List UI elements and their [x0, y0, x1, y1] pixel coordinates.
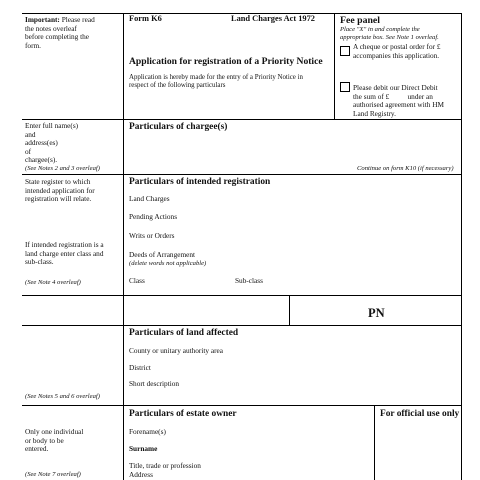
register-help-3: registration will relate.: [25, 194, 92, 204]
page-title: Application for registration of a Priority Notice: [129, 56, 323, 67]
chargee-help-1: Enter full name(s): [25, 121, 79, 130]
owner-note: (See Note 7 overleaf): [25, 471, 81, 478]
owner-surname-label: Surname: [129, 444, 158, 453]
important-label: Important:: [25, 15, 60, 24]
registration-deeds-note: (delete words not applicable): [129, 259, 207, 267]
official-use-title: For official use only: [380, 409, 460, 419]
chargee-note: (See Notes 2 and 3 overleaf): [25, 165, 100, 172]
class-help-3: sub-class.: [25, 257, 54, 267]
cheque-checkbox[interactable]: [340, 46, 350, 56]
divider-registration: [22, 295, 462, 296]
chargee-help-2: and: [25, 129, 36, 139]
class-note: (See Note 4 overleaf): [25, 279, 81, 286]
direct-debit-option-3: authorised agreement with HM: [353, 100, 444, 110]
registration-option-deeds: Deeds of Arrangement: [129, 250, 196, 259]
owner-title: Particulars of estate owner: [129, 409, 237, 419]
chargee-help-5: chargee(s).: [25, 155, 58, 165]
chargee-help-4: of: [25, 146, 32, 156]
intro-line-1: Application is hereby made for the entry of a Priority Notice in: [129, 74, 303, 81]
pn-divider: [289, 295, 290, 326]
right-border: [461, 13, 462, 480]
land-note: (See Notes 5 and 6 overleaf): [25, 393, 100, 400]
class-help-1: If intended registration is a: [25, 240, 104, 249]
owner-help-2: or body to be: [25, 435, 64, 445]
register-help-1: State register to which: [25, 177, 91, 186]
cheque-option-2: accompanies this application.: [353, 50, 440, 60]
intro-line-2: respect of the following particulars: [129, 82, 226, 89]
important-line-2: the notes overleaf: [25, 23, 77, 33]
chargee-title: Particulars of chargee(s): [129, 122, 228, 132]
pn-label: PN: [368, 306, 385, 320]
land-field-district: District: [129, 363, 151, 372]
register-help-2: intended application for: [25, 185, 95, 195]
fee-instructions-1: Place "X" in and complete the: [340, 26, 420, 33]
subclass-label: Sub-class: [235, 276, 263, 285]
owner-help-3: entered.: [25, 444, 49, 454]
important-line-3: before completing the: [25, 32, 90, 42]
owner-forename-label: Forename(s): [129, 427, 166, 436]
fee-panel-divider: [334, 13, 335, 120]
divider-chargee: [22, 174, 462, 175]
owner-title-label: Title, trade or profession: [129, 461, 201, 470]
land-title: Particulars of land affected: [129, 328, 239, 338]
owner-address-label: Address: [129, 469, 153, 479]
registration-option-pending-actions: Pending Actions: [129, 212, 178, 221]
registration-option-writs: Writs or Orders: [129, 231, 175, 240]
class-label: Class: [129, 276, 145, 285]
owner-help-1: Only one individual: [25, 427, 84, 436]
chargee-help-3: address(es): [25, 138, 58, 148]
cheque-option-1: A cheque or postal order for £: [353, 42, 441, 51]
divider-header: [22, 119, 462, 120]
divider-pn: [22, 325, 462, 326]
direct-debit-option-4: Land Registry.: [353, 108, 396, 118]
chargee-continue-note: Continue on form K10 (if necessary): [357, 165, 454, 172]
land-field-county: County or unitary authority area: [129, 346, 224, 355]
registration-title: Particulars of intended registration: [129, 177, 271, 187]
direct-debit-checkbox[interactable]: [340, 82, 350, 92]
official-divider: [374, 405, 375, 480]
form-number: Form K6: [129, 14, 162, 23]
class-help-2: land charge enter class and: [25, 248, 104, 258]
land-field-description: Short description: [129, 379, 180, 388]
fee-panel-title: Fee panel: [340, 15, 380, 26]
act-title: Land Charges Act 1972: [231, 14, 315, 23]
column-divider: [123, 13, 124, 480]
direct-debit-option-2: the sum of £ under an: [353, 91, 433, 101]
important-line-4: form.: [25, 40, 42, 50]
important-line-1: Please read: [61, 15, 95, 24]
registration-option-land-charges: Land Charges: [129, 194, 170, 203]
divider-land: [22, 405, 462, 406]
direct-debit-option-1: Please debit our Direct Debit: [353, 83, 438, 92]
fee-instructions-2: appropriate box. See Note 1 overleaf.: [340, 33, 439, 41]
